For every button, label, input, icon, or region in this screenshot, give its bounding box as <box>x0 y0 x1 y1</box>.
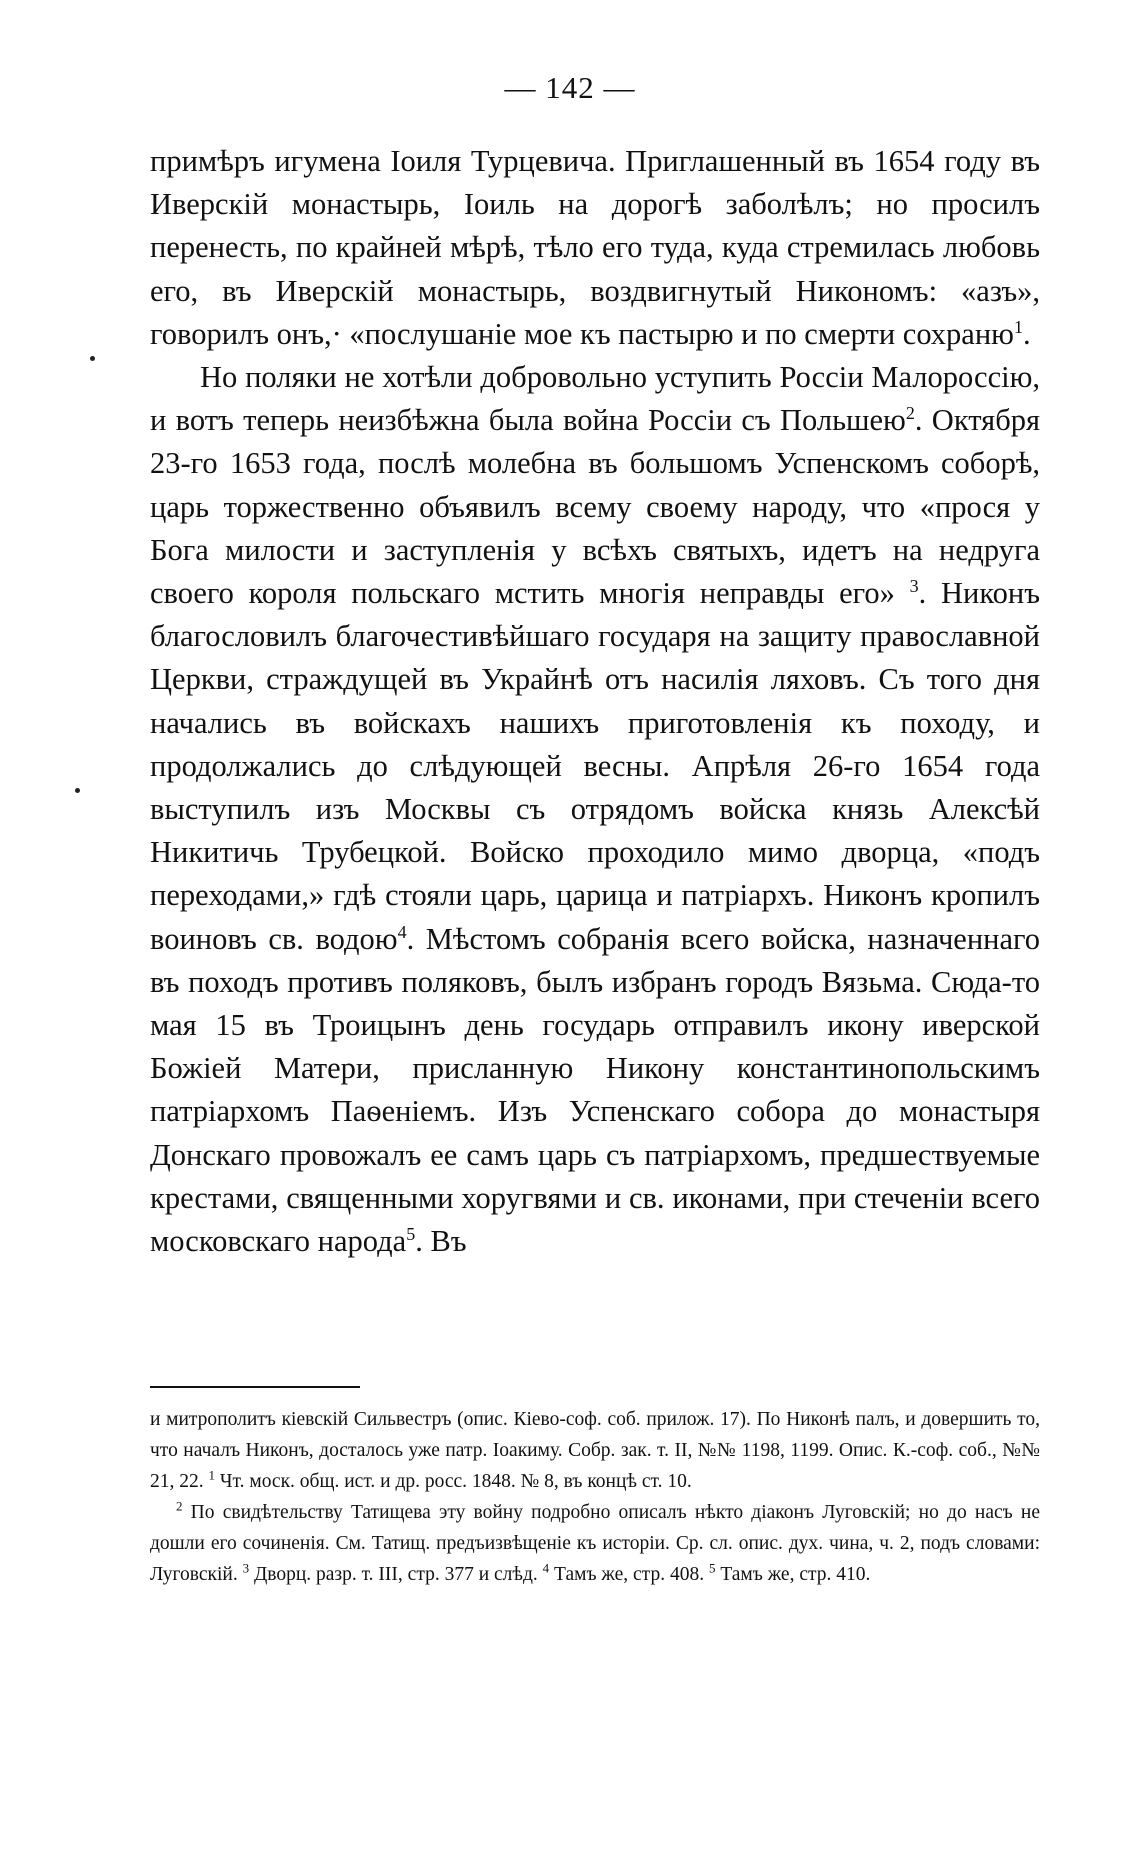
margin-dot <box>90 356 95 361</box>
footnote-marker: 5 <box>406 1223 416 1244</box>
text-run: Тамъ же, стр. 410. <box>715 1564 871 1585</box>
footnote-marker: 3 <box>242 1560 250 1576</box>
footnote-divider <box>150 1386 360 1388</box>
text-run: Тамъ же, стр. 408. <box>549 1564 709 1585</box>
paragraph-2 <box>150 356 1040 1263</box>
footnote-marker: 4 <box>397 921 407 942</box>
footnote-marker: 5 <box>708 1560 716 1576</box>
footnote-block <box>150 1497 1040 1590</box>
text-run: . Въ <box>415 1224 467 1259</box>
paragraph-1 <box>150 140 1040 356</box>
text-run: примѣръ игумена Іоиля Турцевича. Приглашенный въ 1654 году въ Иверскій монастырь, Іоиль на дорогѣ заболѣлъ; но просилъ перенесть, по крайней мѣрѣ, тѣло его туда, куда стремилась любовь его, въ Иверскій монастырь, воздвигнутый Никономъ: «азъ», говорилъ онъ,· «послушаніе мое къ пастырю и по смерти сохраню <box>150 144 1040 351</box>
footnote-marker: 4 <box>542 1560 550 1576</box>
text-run: . Октября 23-го 1653 года, послѣ молебна въ большомъ Успенскомъ соборѣ, царь торжественно объявилъ всему своему народу, что «прося у Бога милости и заступленія у всѣхъ святыхъ, идетъ на недруга своего короля польскаго мстить многія неправды его» <box>150 403 1040 611</box>
footnote-continuation <box>150 1404 1040 1497</box>
footnote-marker: 2 <box>905 403 915 424</box>
footnote-marker: 3 <box>909 575 919 596</box>
text-run: Но поляки не хотѣли добровольно уступить Россіи Малороссію, и вотъ теперь неизбѣжна была война Россіи съ Польшею <box>150 360 1040 438</box>
footnotes <box>150 1404 1040 1590</box>
footnote-marker: 1 <box>208 1467 215 1483</box>
text-run: По свидѣтельству Татищева эту войну подробно описалъ нѣкто діаконъ Луговскій; но до насъ не дошли его сочиненія. См. Татищ. предъизвѣщеніе къ исторіи. Ср. сл. опис. дух. чина, ч. 2, подъ словами: Луговскій. <box>150 1502 1040 1585</box>
text-run: Чт. моск. общ. ист. и др. росс. 1848. № 8, въ концѣ ст. 10. <box>215 1471 692 1492</box>
text-run: Дворц. разр. т. III, стр. 377 и слѣд. <box>249 1564 543 1585</box>
footnote-marker: 1 <box>1013 316 1023 337</box>
text-run: . Мѣстомъ собранія всего войска, назначеннаго въ походъ противъ поляковъ, былъ избранъ городъ Вязьма. Сюда-то мая 15 въ Троицынъ день государь отправилъ икону иверской Божіей Матери, присланную Никону константинопольскимъ патріархомъ Паѳеніемъ. Изъ Успенскаго собора до монастыря Донскаго провожалъ ее самъ царь съ патріархомъ, предшествуемые крестами, священными хоругвями и св. иконами, при стеченіи всего московскаго народа <box>150 921 1040 1259</box>
margin-dot <box>75 788 80 793</box>
page-number: — 142 — <box>504 70 636 105</box>
main-text <box>150 140 1040 1263</box>
text-run: . <box>1022 316 1031 351</box>
text-run: и митрополитъ кіевскій Сильвестръ (опис. Кіево-соф. соб. прилож. 17). По Никонѣ палъ, и довершить то, что началъ Никонъ, досталось уже патр. Іоакиму. Собр. зак. т. II, №№ 1198, 1199. Опис. К.-соф. соб., №№ 21, 22. <box>150 1409 1040 1492</box>
text-run: . Никонъ благословилъ благочестивѣйшаго государя на защиту православной Церкви, страждущей въ Украйнѣ отъ насилія ляховъ. Съ того дня начались въ войскахъ нашихъ приготовленія къ походу, и продолжались до слѣдующей весны. Апрѣля 26-го 1654 года выступилъ изъ Москвы съ отрядомъ войска князь Алексѣй Никитичь Трубецкой. Войско проходило мимо дворца, «подъ переходами,» гдѣ стояли царь, царица и патріархъ. Никонъ кропилъ воиновъ св. водою <box>150 576 1040 956</box>
footnote-marker: 2 <box>176 1498 183 1514</box>
